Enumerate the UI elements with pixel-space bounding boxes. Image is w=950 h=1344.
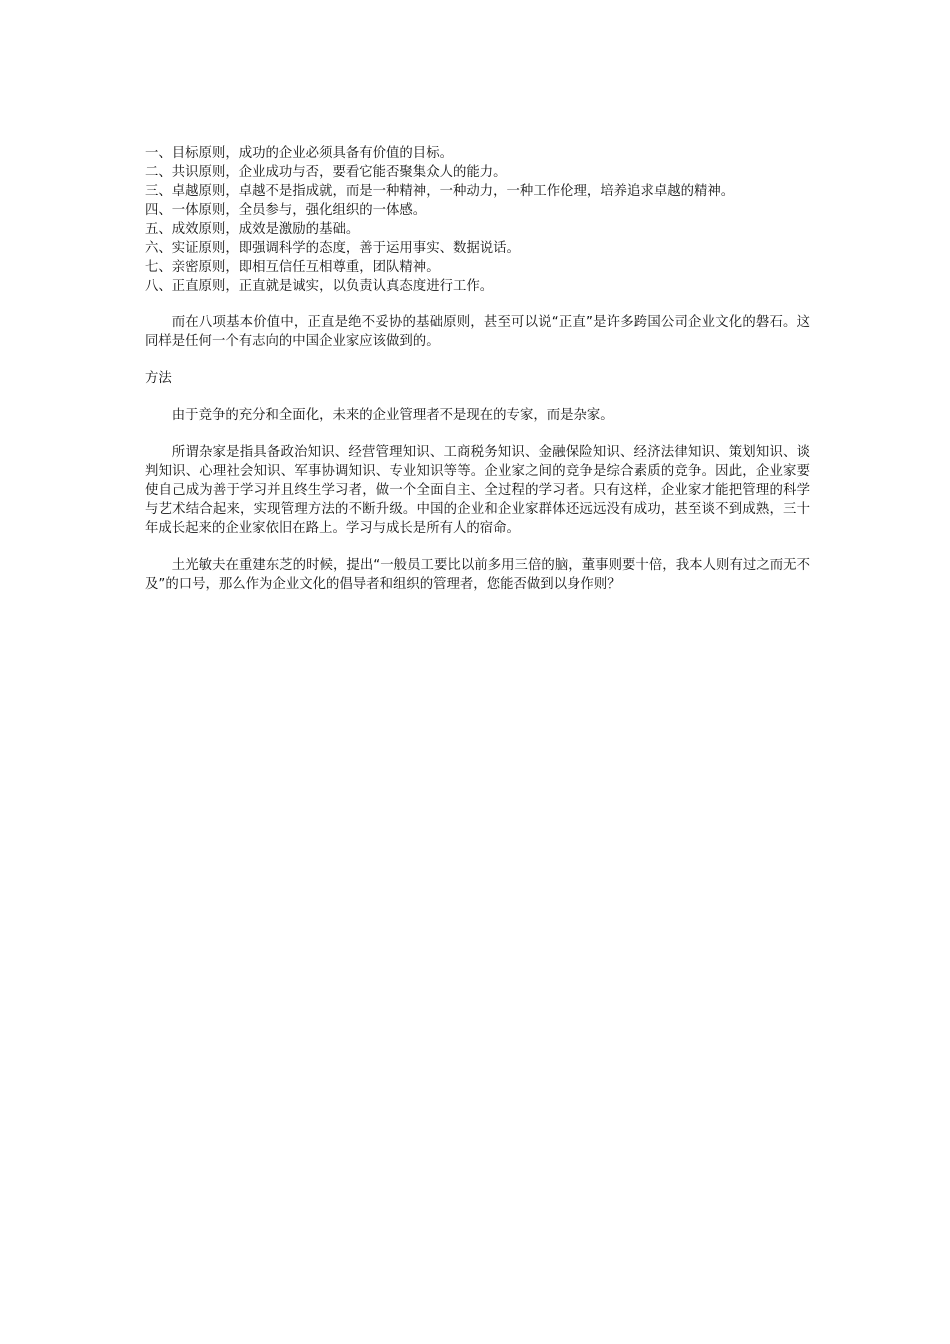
principle-item: 三、卓越原则，卓越不是指成就，而是一种精神，一种动力，一种工作伦理，培养追求卓越的精神。 — [145, 184, 735, 199]
toshiba-paragraph: 土光敏夫在重建东芝的时候，提出“一般员工要比以前多用三倍的脑，董事则要十倍，我本人则有过之而无不及”的口号，那么作为企业文化的倡导者和组织的管理者，您能否做到以身作则？ — [145, 558, 810, 592]
principle-item: 二、共识原则，企业成功与否，要看它能否聚集众人的能力。 — [145, 165, 507, 180]
principle-item: 七、亲密原则，即相互信任互相尊重，团队精神。 — [145, 260, 440, 275]
principle-item: 一、目标原则，成功的企业必须具备有价值的目标。 — [145, 146, 453, 161]
principle-item: 四、一体原则，全员参与，强化组织的一体感。 — [145, 203, 427, 218]
learning-paragraph: 所谓杂家是指具备政治知识、经营管理知识、工商税务知识、金融保险知识、经济法律知识、策划知识、谈判知识、心理社会知识、军事协调知识、专业知识等等。企业家之间的竞争是综合素质的竞争。因此，企业家要使自己成为善于学习并且终生学习者，做一个全面自主、全过程的学习者。只有这样，企业家才能把管理的科学与艺术结合起来，实现管理方法的不断升级。中国的企业和企业家群体还远远没有成功，甚至谈不到成熟，三十年成长起来的企业家依旧在路上。学习与成长是所有人的宿命。 — [145, 445, 810, 536]
method-heading: 方法 — [145, 371, 172, 386]
principles-list — [145, 144, 810, 296]
principle-item: 六、实证原则，即强调科学的态度，善于运用事实、数据说话。 — [145, 241, 520, 256]
integrity-paragraph: 而在八项基本价值中，正直是绝不妥协的基础原则，甚至可以说“正直”是许多跨国公司企业文化的磐石。这同样是任何一个有志向的中国企业家应该做到的。 — [145, 315, 810, 349]
principle-item: 八、正直原则，正直就是诚实，以负责认真态度进行工作。 — [145, 279, 494, 294]
generalist-paragraph: 由于竞争的充分和全面化，未来的企业管理者不是现在的专家，而是杂家。 — [171, 408, 614, 423]
document-body — [145, 144, 810, 594]
principle-item: 五、成效原则，成效是激励的基础。 — [145, 222, 360, 237]
